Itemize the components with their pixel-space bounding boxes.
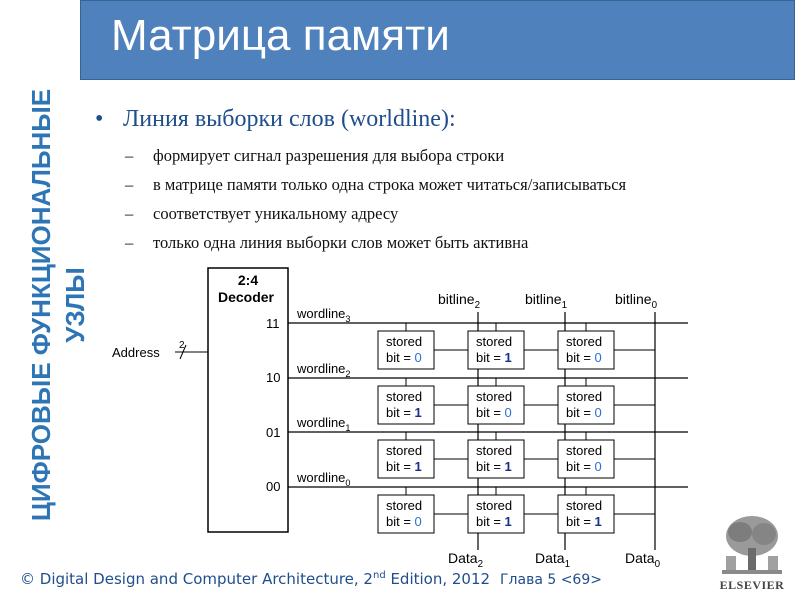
data-output-label — [448, 550, 483, 570]
cell-bit-label — [386, 459, 422, 474]
memory-cell — [468, 487, 565, 533]
main-bullet: • Линия выборки слов (worldline): — [95, 106, 785, 133]
cell-bit-value: 1 — [414, 405, 422, 420]
memory-cell — [558, 378, 655, 424]
cell-bit-label — [476, 514, 512, 529]
memory-cell — [378, 432, 478, 478]
memory-cell — [468, 378, 565, 424]
cell-bit-prefix: bit = — [476, 405, 505, 420]
bitline-label-subscript: 1 — [561, 300, 568, 311]
cell-bit-value: 0 — [414, 514, 422, 529]
bitline-label-base: bitline — [525, 291, 562, 307]
address-output-00: 00 — [266, 479, 281, 494]
cell-stored-label: stored — [476, 443, 513, 458]
bitline-label-subscript: 0 — [651, 300, 658, 311]
wordline-label-subscript: 0 — [345, 478, 351, 488]
cell-bit-value: 0 — [504, 405, 512, 420]
wordline-label-base: wordline — [297, 470, 346, 485]
data-output-label — [535, 550, 570, 570]
memory-cell — [558, 323, 655, 369]
bitline-label — [438, 291, 480, 311]
cell-stored-label: stored — [386, 389, 423, 404]
memory-cell — [378, 487, 478, 533]
cell-stored-label: stored — [386, 443, 423, 458]
cell-stored-label: stored — [476, 334, 513, 349]
address-output-11: 11 — [266, 316, 280, 331]
cell-stored-label: stored — [386, 498, 423, 513]
footer-suffix: Edition, 2012 — [385, 570, 491, 588]
cell-bit-label — [386, 405, 422, 420]
cell-stored-label: stored — [566, 443, 603, 458]
cell-stored-label: stored — [566, 389, 603, 404]
footer-copyright — [20, 570, 490, 588]
address-output-01: 01 — [266, 425, 281, 440]
cell-stored-label: stored — [566, 498, 603, 513]
cell-bit-value: 1 — [504, 514, 512, 529]
vertical-label-line-1: ЦИФРОВЫЕ ФУНКЦИОНАЛЬНЫЕ — [26, 88, 56, 522]
cell-stored-label: stored — [476, 498, 513, 513]
cell-group — [378, 323, 655, 533]
cell-bit-prefix: bit = — [476, 514, 505, 529]
vertical-label-line-2: УЗЛЫ — [60, 267, 90, 343]
logo-text: ELSEVIER — [719, 578, 785, 592]
memory-cell — [378, 323, 478, 369]
bitline-label — [525, 291, 567, 311]
cell-bit-prefix: bit = — [566, 514, 595, 529]
cell-bit-label — [566, 350, 602, 365]
wordline-label-base: wordline — [297, 415, 346, 430]
data-output-label-subscript: 1 — [564, 559, 571, 570]
data-output-label-subscript: 2 — [477, 559, 484, 570]
memory-cell — [468, 323, 565, 369]
wordline-label-base: wordline — [297, 306, 346, 321]
sub-bullet: – только одна линия выборки слов может быть активна — [95, 228, 785, 257]
data-output-label — [625, 550, 661, 570]
footer-sup: nd — [372, 570, 386, 581]
cell-bit-label — [566, 514, 602, 529]
cell-bit-value: 1 — [504, 350, 512, 365]
address-label: Address — [112, 345, 160, 360]
data-output-label-base: Data — [535, 550, 565, 566]
wordline-label-subscript: 1 — [345, 423, 351, 433]
decoder-label-ratio: 2:4 — [237, 272, 259, 288]
memory-cell — [468, 432, 565, 478]
cell-bit-label — [476, 405, 512, 420]
cell-bit-label — [566, 459, 602, 474]
data-output-label-subscript: 0 — [654, 559, 661, 570]
cell-bit-prefix: bit = — [476, 459, 505, 474]
chapter-page-number: Глава 5 <69> — [500, 572, 602, 588]
footer-prefix: © Digital Design and Computer Architecture, 2 — [20, 570, 373, 588]
cell-bit-value: 1 — [594, 514, 602, 529]
cell-stored-label: stored — [476, 389, 513, 404]
cell-bit-value: 1 — [414, 459, 422, 474]
sub-bullet: – соответствует уникальному адресу — [95, 199, 785, 228]
wordline-label-subscript: 2 — [345, 369, 351, 379]
cell-bit-value: 0 — [594, 459, 602, 474]
wordline-label — [296, 361, 350, 379]
bitline-label-base: bitline — [615, 291, 652, 307]
sub-bullet: – формирует сигнал разрешения для выбора строки — [95, 141, 785, 170]
cell-bit-prefix: bit = — [386, 405, 415, 420]
cell-stored-label: stored — [386, 334, 423, 349]
cell-bit-label — [476, 459, 512, 474]
elsevier-logo — [712, 512, 792, 596]
cell-stored-label: stored — [566, 334, 603, 349]
wordline-label — [296, 306, 350, 324]
cell-bit-label — [476, 350, 512, 365]
cell-bit-prefix: bit = — [566, 405, 595, 420]
cell-bit-prefix: bit = — [566, 459, 595, 474]
cell-bit-value: 0 — [414, 350, 422, 365]
address-output-10: 10 — [266, 370, 281, 385]
memory-cell — [558, 487, 655, 533]
cell-bit-prefix: bit = — [386, 459, 415, 474]
cell-bit-value: 1 — [504, 459, 512, 474]
cell-bit-label — [386, 514, 422, 529]
cell-bit-value: 0 — [594, 405, 602, 420]
cell-bit-label — [386, 350, 422, 365]
slide-title: Матрица памяти — [111, 11, 450, 60]
cell-bit-label — [566, 405, 602, 420]
wordline-label — [296, 415, 350, 433]
wordline-label-base: wordline — [297, 361, 346, 376]
decoder-label-name: Decoder — [217, 289, 275, 305]
bitline-label-base: bitline — [438, 291, 475, 307]
cell-bit-prefix: bit = — [476, 350, 505, 365]
bus-width-label: 2 — [179, 340, 185, 351]
cell-bit-value: 0 — [594, 350, 602, 365]
memory-cell — [558, 432, 655, 478]
data-output-label-base: Data — [625, 550, 655, 566]
sub-bullet: – в матрице памяти только одна строка может читаться/записываться — [95, 170, 785, 199]
data-output-label-base: Data — [448, 550, 478, 566]
wordline-label-subscript: 3 — [345, 314, 351, 324]
wordline-label — [296, 470, 350, 488]
bitline-label-subscript: 2 — [474, 300, 481, 311]
tree-icon — [712, 512, 792, 578]
cell-bit-prefix: bit = — [386, 350, 415, 365]
bitline-label — [615, 291, 658, 311]
memory-cell — [378, 378, 478, 424]
cell-bit-prefix: bit = — [566, 350, 595, 365]
cell-bit-prefix: bit = — [386, 514, 415, 529]
